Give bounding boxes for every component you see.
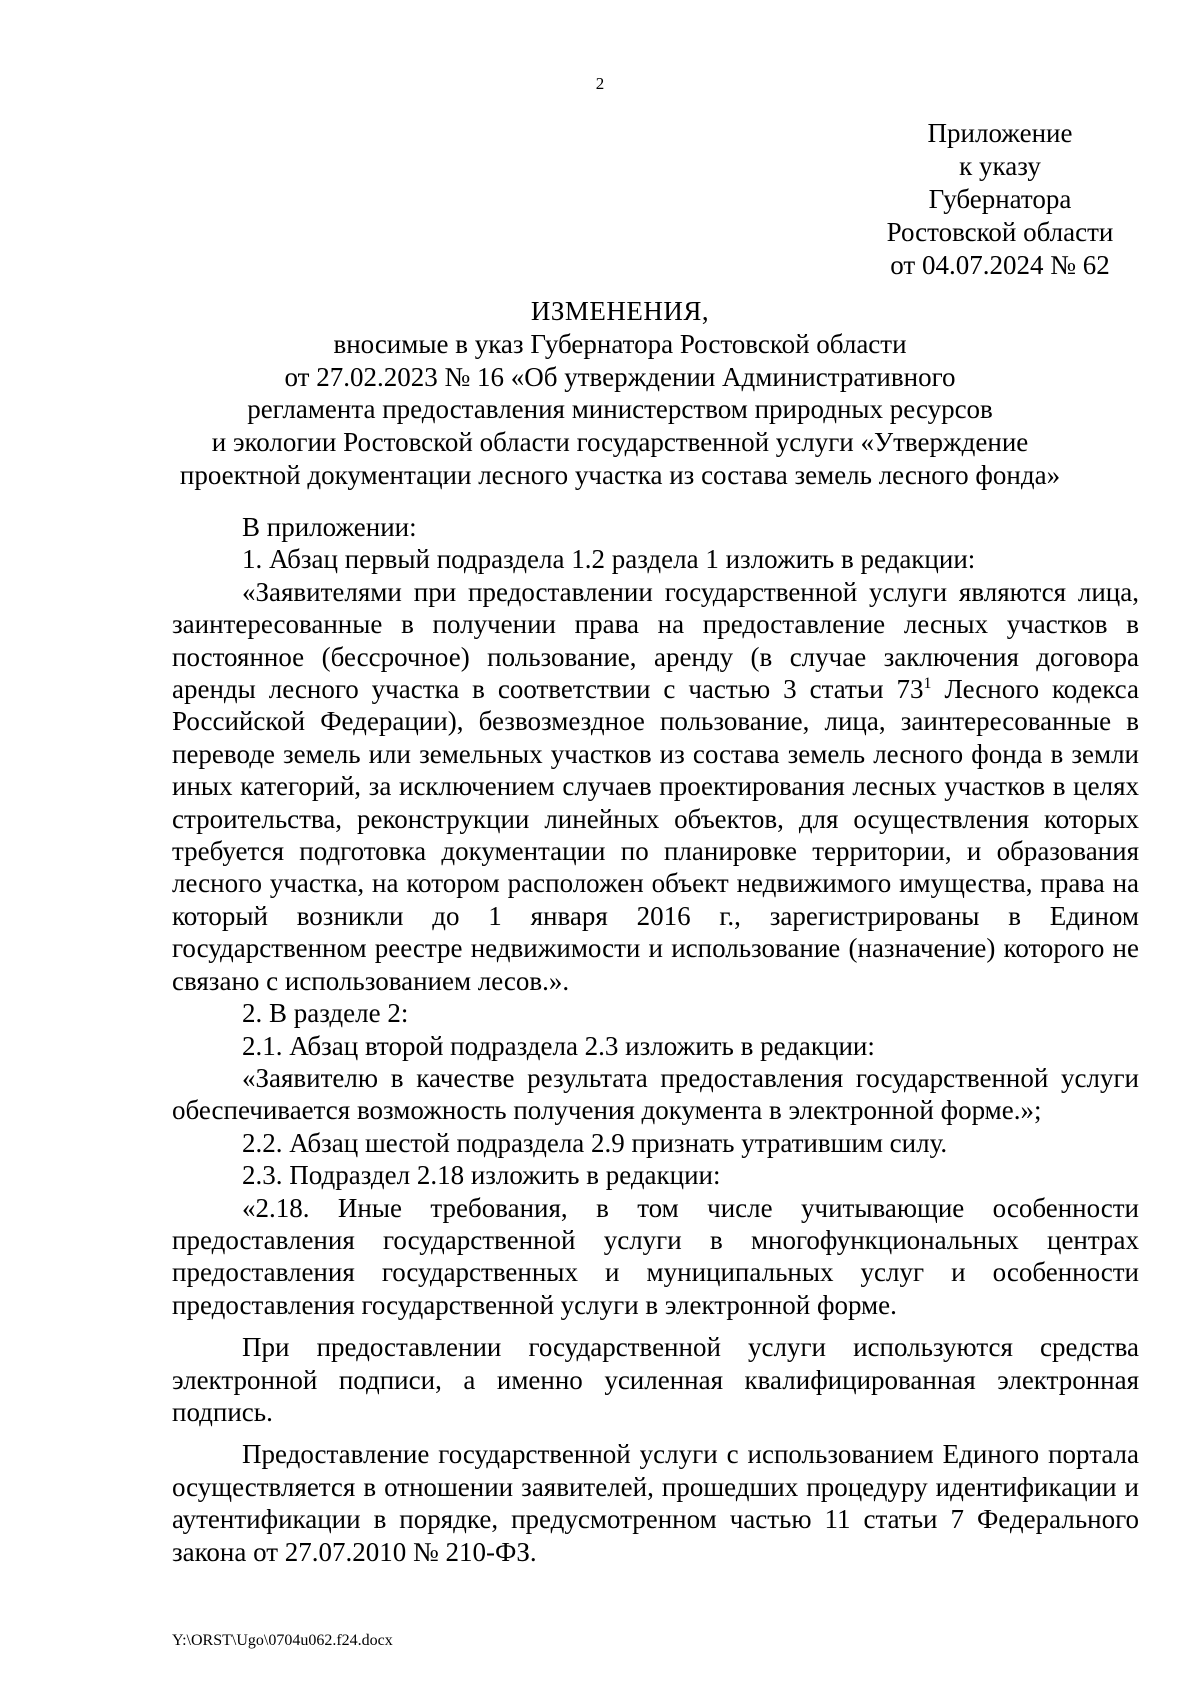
paragraph <box>172 576 1139 997</box>
superscript: 1 <box>923 675 932 693</box>
heading-line: проектной документации лесного участка из состава земель лесного фонда» <box>179 459 1061 490</box>
heading-line: вносимые в указ Губернатора Ростовской области <box>333 328 907 359</box>
paragraph-text: Лесного кодекса Российской Федерации), безвозмездное пользование, лица, заинтересованные в переводе земель или земельных участков из состава земель лесного фонда в земли иных категорий, за исключением случаев проектирования лесных участков в целях строительства, реконструкции линейных объектов, для осуществления которых требуется подготовка документации по планировке территории, и образования лесного участка, на котором расположен объект недвижимого имущества, права на который возникли до 1 января 2016 г., зарегистрированы в Едином государственном реестре недвижимости и использование (назначение) которого не связано с использованием лесов.». <box>172 674 1139 996</box>
paragraph: «Заявителю в качестве результата предоставления государственной услуги обеспечивается возможность получения документа в электронной форме.»; <box>172 1062 1139 1126</box>
paragraph: Предоставление государственной услуги с использованием Единого портала осуществляется в отношении заявителей, прошедших процедуру идентификации и аутентификации в порядке, предусмотренном частью 11 статьи 7 Федерального закона от 27.07.2010 № 210-ФЗ. <box>172 1439 1139 1567</box>
annex-line: к указу <box>959 151 1041 181</box>
annex-line: от 04.07.2024 № 62 <box>890 250 1110 280</box>
file-path-footer: Y:\ORST\Ugo\0704u062.f24.docx <box>172 1632 393 1649</box>
annex-block <box>850 117 1150 282</box>
paragraph: «2.18. Иные требования, в том числе учитывающие особенности предоставления государственной услуги в многофункциональных центрах предоставления государственных и муниципальных услуг и особенности предоставления государственной услуги в электронной форме. <box>172 1192 1139 1320</box>
heading-line: от 27.02.2023 № 16 «Об утверждении Административного <box>284 361 956 392</box>
paragraph: 2.2. Абзац шестой подраздела 2.9 признать утратившим силу. <box>242 1127 948 1158</box>
paragraph: 2. В разделе 2: <box>242 998 409 1029</box>
heading-line: регламента предоставления министерством природных ресурсов <box>247 394 993 425</box>
paragraph: При предоставлении государственной услуги используются средства электронной подписи, а именно усиленная квалифицированная электронная подпись. <box>172 1332 1139 1427</box>
annex-line: Приложение <box>927 118 1073 148</box>
document-heading <box>170 295 1070 492</box>
paragraph: 2.1. Абзац второй подраздела 2.3 изложить в редакции: <box>242 1030 875 1061</box>
heading-line: и экологии Ростовской области государственной услуги «Утверждение <box>211 427 1029 458</box>
paragraph: 1. Абзац первый подраздела 1.2 раздела 1 изложить в редакции: <box>242 544 976 575</box>
paragraph: 2.3. Подраздел 2.18 изложить в редакции: <box>242 1160 721 1191</box>
document-title: ИЗМЕНЕНИЯ, <box>530 296 710 326</box>
page-number: 2 <box>595 74 605 93</box>
document-body <box>172 511 1139 1568</box>
annex-line: Ростовской области <box>886 217 1114 247</box>
annex-line: Губернатора <box>928 184 1072 214</box>
paragraph: В приложении: <box>242 512 417 542</box>
paragraph-text: «Заявителями при предоставлении государственной услуги являются лица, заинтересованные в получении права на предоставление лесных участков в постоянное (бессрочное) пользование, аренду (в случае заключения договора аренды лесного участка в соответствии с частью 3 статьи 73 <box>172 576 1139 705</box>
